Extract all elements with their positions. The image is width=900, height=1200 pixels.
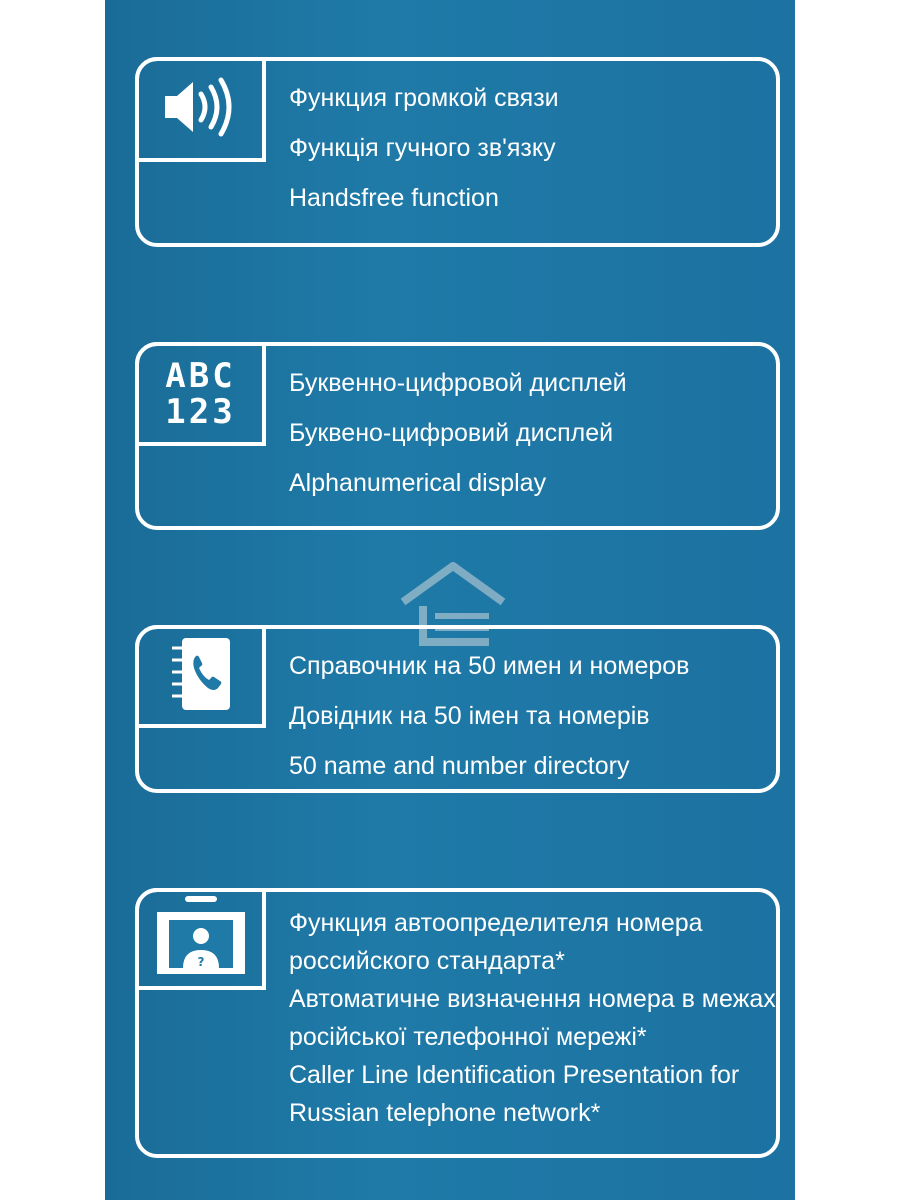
feature-title-ru: Буквенно-цифровой дисплей — [289, 369, 627, 397]
feature-title-ru-1: Функция автоопределителя номера — [289, 909, 703, 937]
feature-title-en: Alphanumerical display — [289, 469, 547, 497]
feature-title-ua-2: російської телефонної мережі* — [289, 1023, 647, 1051]
caller-id-icon — [153, 896, 249, 983]
feature-icon-cell — [135, 57, 266, 162]
feature-title-en-2: Russian telephone network* — [289, 1099, 601, 1127]
feature-text-block — [289, 908, 776, 1128]
phonebook-icon — [166, 634, 236, 719]
feature-icon-cell — [135, 625, 266, 728]
abc-123-display-icon — [165, 358, 235, 430]
speaker-icon — [161, 76, 241, 143]
feature-box-caller-id — [135, 888, 780, 1158]
feature-title-ua-1: Автоматичне визначення номера в межах — [289, 985, 776, 1013]
feature-title-en: 50 name and number directory — [289, 752, 630, 780]
feature-title-ua: Довідник на 50 імен та номерів — [289, 702, 650, 730]
feature-title-en: Handsfree function — [289, 184, 499, 212]
feature-icon-cell — [135, 888, 266, 990]
feature-box-handsfree — [135, 57, 780, 247]
feature-title-ru: Функция громкой связи — [289, 84, 559, 112]
feature-text-block — [289, 83, 762, 213]
feature-box-directory — [135, 625, 780, 793]
feature-title-ua: Буквено-цифровий дисплей — [289, 419, 614, 447]
feature-title-ru: Справочник на 50 имен и номеров — [289, 652, 690, 680]
feature-icon-cell — [135, 342, 266, 446]
display-icon-letters: ABC — [165, 356, 236, 396]
feature-title-ru-2: российского стандарта* — [289, 947, 565, 975]
svg-text:?: ? — [197, 954, 204, 969]
feature-text-block — [289, 368, 762, 498]
feature-text-block — [289, 651, 762, 781]
feature-title-ua: Функція гучного зв'язку — [289, 134, 556, 162]
product-box-panel — [105, 0, 795, 1200]
feature-box-display — [135, 342, 780, 530]
display-icon-digits: 123 — [165, 392, 236, 432]
feature-title-en-1: Caller Line Identification Presentation for — [289, 1061, 740, 1089]
